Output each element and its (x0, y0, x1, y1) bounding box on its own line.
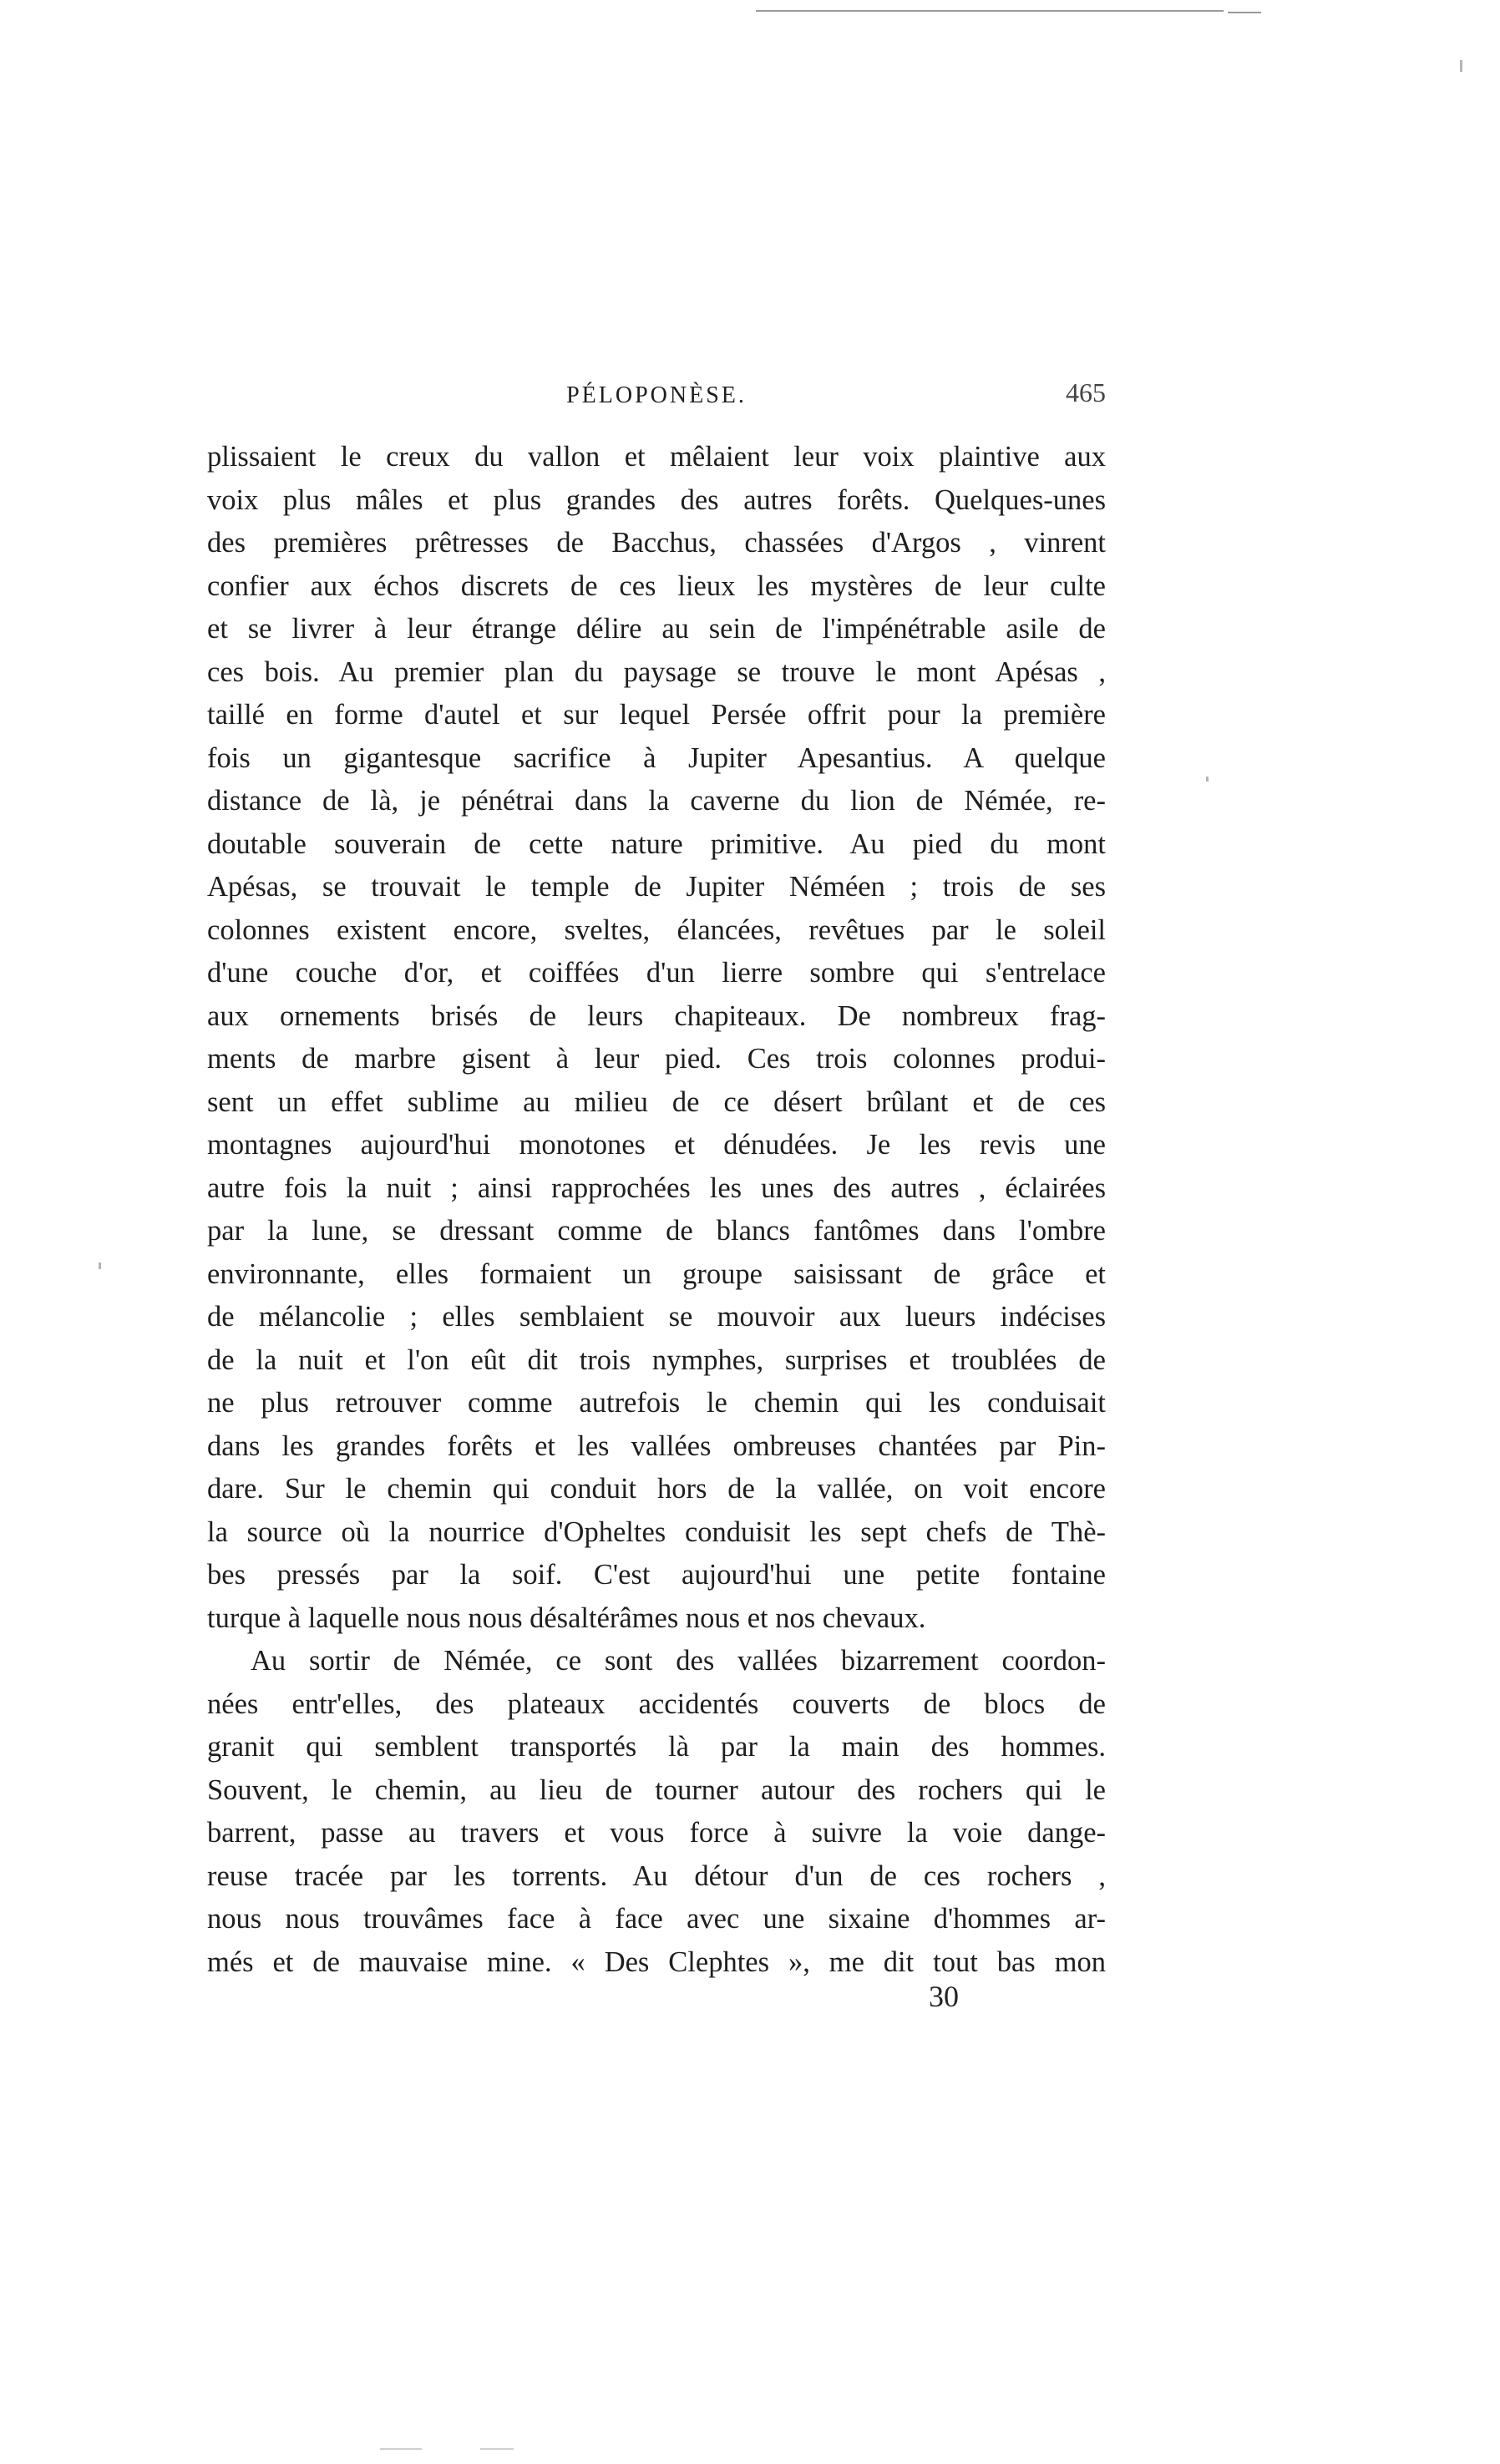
scan-speck (1460, 60, 1462, 72)
text-line: de la nuit et l'on eût dit trois nymphes, surprises et troublées de (207, 1343, 1106, 1376)
text-line: ments de marbre gisent à leur pied. Ces trois colonnes produi- (207, 1043, 1106, 1075)
text-line: barrent, passe au travers et vous force à suivre la voie dange- (207, 1817, 1106, 1849)
text-line: taillé en forme d'autel et sur lequel Persée offrit pour la première (207, 699, 1106, 731)
text-line: la source où la nourrice d'Opheltes conduisit les sept chefs de Thè- (207, 1515, 1106, 1548)
text-line: plissaient le creux du vallon et mêlaient leur voix plaintive aux (207, 441, 1106, 473)
text-line: sent un effet sublime au milieu de ce désert brûlant et de ces (207, 1085, 1106, 1118)
text-line: dare. Sur le chemin qui conduit hors de la vallée, on voit encore (207, 1473, 1106, 1505)
bottom-scan-mark (380, 2448, 422, 2450)
body-text (207, 436, 1106, 1984)
text-line: aux ornements brisés de leurs chapiteaux. De nombreux frag- (207, 999, 1106, 1032)
running-title: PÉLOPONÈSE. (566, 382, 747, 408)
text-line: reuse tracée par les torrents. Au détour d'un de ces rochers , (207, 1859, 1106, 1892)
text-line: d'une couche d'or, et coiffées d'un lierre sombre qui s'entrelace (207, 957, 1106, 989)
text-line: des premières prêtresses de Bacchus, chassées d'Argos , vinrent (207, 527, 1106, 559)
text-line: turque à laquelle nous nous désaltérâmes nous et nos chevaux. (207, 1601, 926, 1634)
text-line: més et de mauvaise mine. « Des Clephtes », me dit tout bas mon (207, 1945, 1106, 1978)
text-line: ces bois. Au premier plan du paysage se trouve le mont Apésas , (207, 655, 1106, 688)
text-line: montagnes aujourd'hui monotones et dénudées. Je les revis une (207, 1129, 1106, 1161)
scan-speck (99, 1262, 101, 1269)
text-line: bes pressés par la soif. C'est aujourd'hui une petite fontaine (207, 1559, 1106, 1591)
text-line: distance de là, je pénétrai dans la caverne du lion de Némée, re- (207, 785, 1106, 817)
bottom-scan-mark (480, 2448, 514, 2450)
text-line: autre fois la nuit ; ainsi rapprochées les unes des autres , éclairées (207, 1171, 1106, 1204)
text-line: dans les grandes forêts et les vallées ombreuses chantées par Pin- (207, 1429, 1106, 1462)
top-rule-mark (1228, 12, 1261, 13)
text-line: environnante, elles formaient un groupe saisissant de grâce et (207, 1257, 1106, 1290)
text-line: fois un gigantesque sacrifice à Jupiter Apesantius. A quelque (207, 741, 1106, 774)
page-number: 465 (1066, 377, 1106, 407)
top-rule-mark (756, 10, 1224, 12)
text-line: ne plus retrouver comme autrefois le chemin qui les conduisait (207, 1387, 1106, 1419)
text-line: nous nous trouvâmes face à face avec une sixaine d'hommes ar- (207, 1903, 1106, 1935)
text-line: par la lune, se dressant comme de blancs fantômes dans l'ombre (207, 1215, 1106, 1247)
signature-mark: 30 (929, 1980, 959, 2013)
text-line: et se livrer à leur étrange délire au sein de l'impénétrable asile de (207, 613, 1106, 645)
text-line: de mélancolie ; elles semblaient se mouvoir aux lueurs indécises (207, 1301, 1106, 1333)
scan-speck (1206, 777, 1209, 782)
running-head (207, 374, 1106, 417)
text-line: voix plus mâles et plus grandes des autres forêts. Quelques-unes (207, 483, 1106, 516)
text-line: nées entr'elles, des plateaux accidentés couverts de blocs de (207, 1687, 1106, 1720)
text-line: Apésas, se trouvait le temple de Jupiter Néméen ; trois de ses (207, 871, 1106, 903)
text-line: confier aux échos discrets de ces lieux les mystères de leur culte (207, 569, 1106, 602)
text-line: Souvent, le chemin, au lieu de tourner autour des rochers qui le (207, 1773, 1106, 1806)
text-line: Au sortir de Némée, ce sont des vallées bizarrement coordon- (251, 1645, 1106, 1677)
text-line: granit qui semblent transportés là par la main des hommes. (207, 1731, 1106, 1763)
text-line: colonnes existent encore, sveltes, élancées, revêtues par le soleil (207, 913, 1106, 946)
text-line: doutable souverain de cette nature primitive. Au pied du mont (207, 827, 1106, 860)
